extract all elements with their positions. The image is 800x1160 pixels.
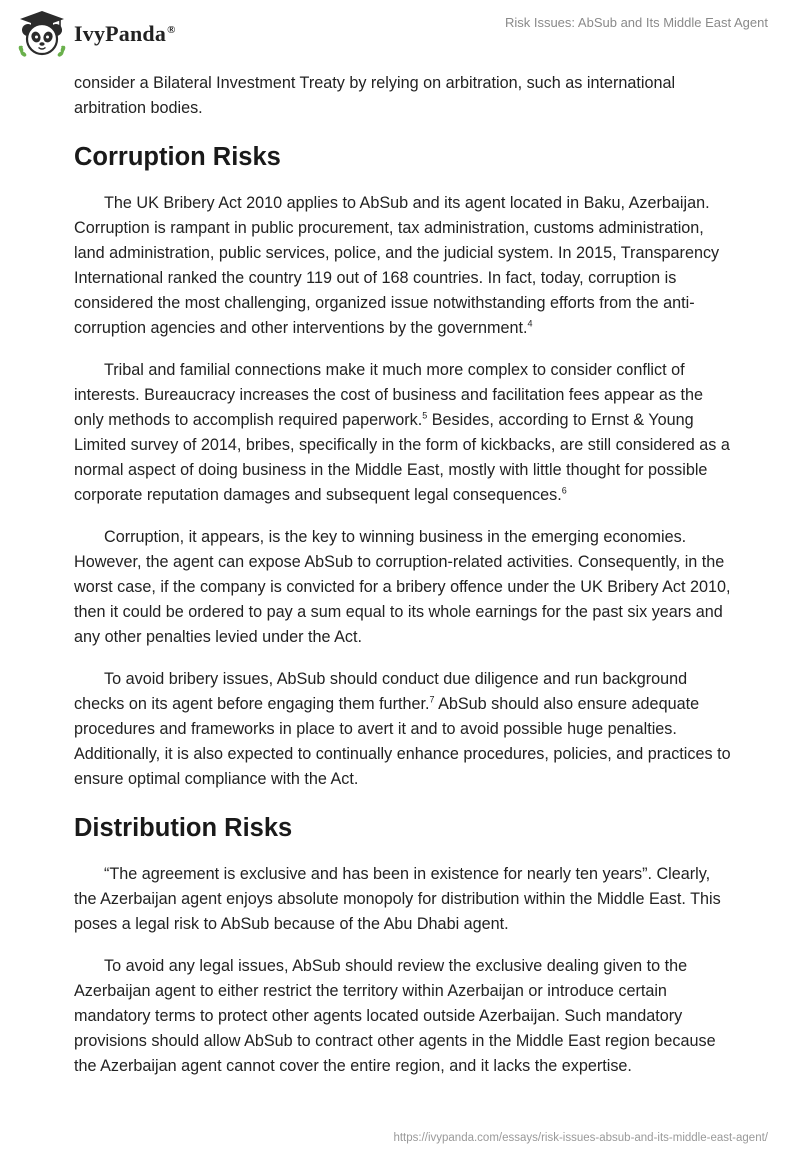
footnote-ref-7[interactable]: 7 xyxy=(429,694,435,705)
paragraph-text: Tribal and familial connections make it much more complex to consider conflict of interests. Bureaucracy increases the cost of business and facilitation fees appear as the only methods to accomplish required paperwork. xyxy=(74,361,703,429)
heading-distribution-risks: Distribution Risks xyxy=(74,814,293,842)
paragraph-text: To avoid bribery issues, AbSub should conduct due diligence and run background checks on its agent before engaging them further. xyxy=(74,670,688,713)
paragraph-corruption-1 xyxy=(74,191,734,341)
footnote-ref-4[interactable]: 4 xyxy=(527,318,533,329)
page-header xyxy=(0,0,800,70)
heading-corruption-risks: Corruption Risks xyxy=(74,143,281,171)
paragraph-intro: consider a Bilateral Investment Treaty by relying on arbitration, such as international arbitration bodies. xyxy=(74,74,676,117)
paragraph-distribution-1: “The agreement is exclusive and has been in existence for nearly ten years”. Clearly, the Azerbaijan agent enjoys absolute monopoly for distribution within the Middle East. This poses a legal risk to AbSub because of the Abu Dhabi agent. xyxy=(74,865,721,933)
paragraph-corruption-4 xyxy=(74,667,734,792)
logo-wordmark xyxy=(74,21,176,47)
paragraph-distribution-2: To avoid any legal issues, AbSub should review the exclusive dealing given to the Azerbaijan agent to either restrict the territory within Azerbaijan or introduce certain mandatory terms to protect other agents located outside Azerbaijan. Such mandatory provisions should allow AbSub to contract other agents in the Middle East region because the Azerbaijan agent cannot cover the entire region, and it lacks the expertise. xyxy=(74,957,716,1075)
paragraph-corruption-3: Corruption, it appears, is the key to winning business in the emerging economies. However, the agent can expose AbSub to corruption-related activities. Consequently, in the worst case, if the company is convicted for a bribery offence under the UK Bribery Act 2010, then it could be ordered to pay a sum equal to its whole earnings for the past six years and any other penalties levied under the Act. xyxy=(74,528,731,646)
footnote-ref-5[interactable]: 5 xyxy=(422,410,428,421)
ivypanda-logo[interactable] xyxy=(16,8,176,60)
registered-mark: ® xyxy=(167,23,176,36)
paragraph-corruption-2 xyxy=(74,358,734,508)
panda-graduate-icon xyxy=(16,8,68,60)
document-title: Risk Issues: AbSub and Its Middle East Agent xyxy=(504,15,768,30)
brand-name: IvyPanda xyxy=(74,21,167,46)
paragraph-text: AbSub should also ensure adequate procedures and frameworks in place to avert it and to avoid possible huge penalties. Additionally, it is also expected to continually enhance procedures, policies, and practices to ensure optimal compliance with the Act. xyxy=(74,695,731,788)
paragraph-text: Besides, according to Ernst & Young Limited survey of 2014, bribes, specifically in the form of kickbacks, are still considered as a normal aspect of doing business in the Middle East, mostly with little thought for possible corporate reputation damages and subsequent legal consequences. xyxy=(74,411,730,504)
source-url[interactable]: https://ivypanda.com/essays/risk-issues-absub-and-its-middle-east-agent/ xyxy=(393,1132,768,1144)
footnote-ref-6[interactable]: 6 xyxy=(561,485,567,496)
paragraph-text: The UK Bribery Act 2010 applies to AbSub and its agent located in Baku, Azerbaijan. Corruption is rampant in public procurement, tax administration, customs administration, land administration, public services, police, and the judicial system. In 2015, Transparency International ranked the country 119 out of 168 countries. In fact, today, corruption is considered the most challenging, organized issue notwithstanding efforts from the anti-corruption agencies and other interventions by the government. xyxy=(74,194,720,337)
essay-body xyxy=(74,71,734,1096)
